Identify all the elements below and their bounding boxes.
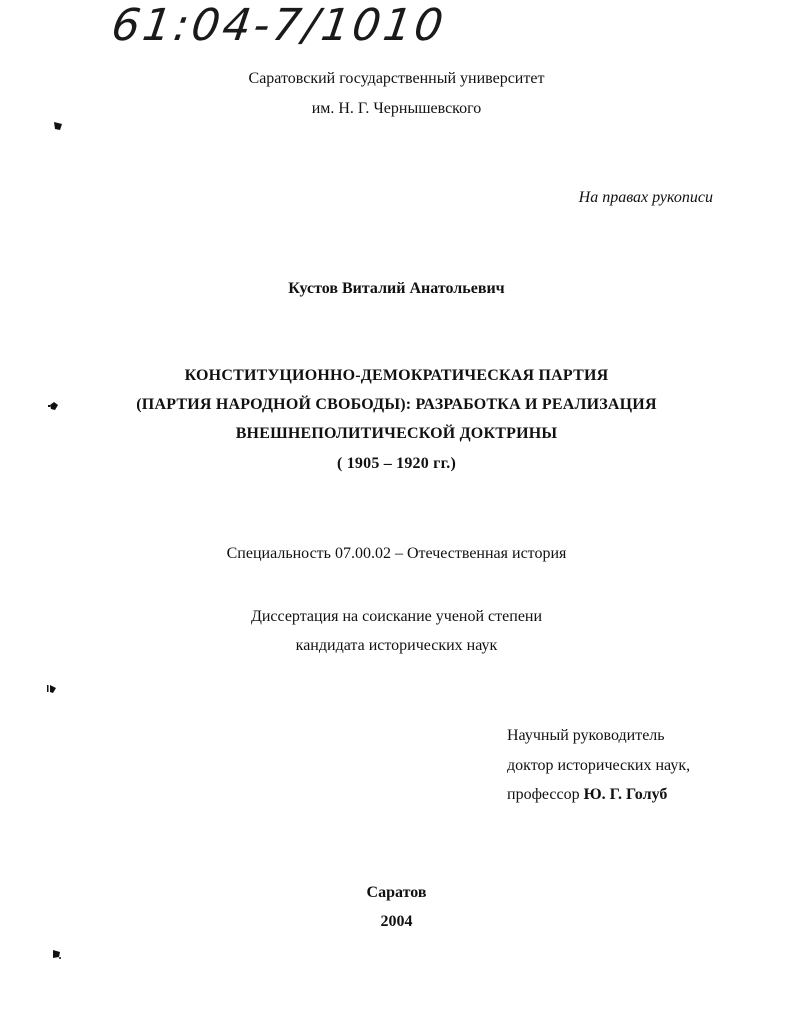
- binding-mark-icon: [50, 948, 62, 960]
- author-name: Кустов Виталий Анатольевич: [288, 280, 505, 297]
- handwritten-archive-code: 61:04-7/1010: [108, 0, 450, 51]
- year: 2004: [380, 913, 413, 930]
- title-line-3: ВНЕШНЕПОЛИТИЧЕСКОЙ ДОКТРИНЫ: [235, 425, 558, 442]
- supervisor-role: Научный руководитель: [507, 727, 665, 744]
- university-dedication: им. Н. Г. Чернышевского: [311, 100, 482, 117]
- binding-mark-icon: [46, 682, 58, 694]
- rights-note: На правах рукописи: [578, 189, 713, 206]
- supervisor-title-prefix: профессор: [507, 786, 580, 803]
- dissertation-line-2: кандидата исторических наук: [295, 637, 498, 654]
- university-name: Саратовский государственный университет: [248, 70, 545, 87]
- supervisor-name: Ю. Г. Голуб: [583, 786, 668, 803]
- binding-mark-icon: [52, 120, 64, 132]
- binding-mark-icon: [48, 400, 60, 412]
- city: Саратов: [366, 884, 427, 901]
- supervisor-degree: доктор исторических наук,: [507, 757, 691, 774]
- supervisor-name-line: [507, 786, 667, 804]
- specialty: Специальность 07.00.02 – Отечественная история: [226, 545, 567, 562]
- title-line-1: КОНСТИТУЦИОННО-ДЕМОКРАТИЧЕСКАЯ ПАРТИЯ: [184, 367, 609, 384]
- title-line-2: (ПАРТИЯ НАРОДНОЙ СВОБОДЫ): РАЗРАБОТКА И РЕАЛИЗАЦИЯ: [136, 396, 657, 413]
- title-years: ( 1905 – 1920 гг.): [337, 455, 456, 472]
- dissertation-line-1: Диссертация на соискание ученой степени: [250, 608, 543, 625]
